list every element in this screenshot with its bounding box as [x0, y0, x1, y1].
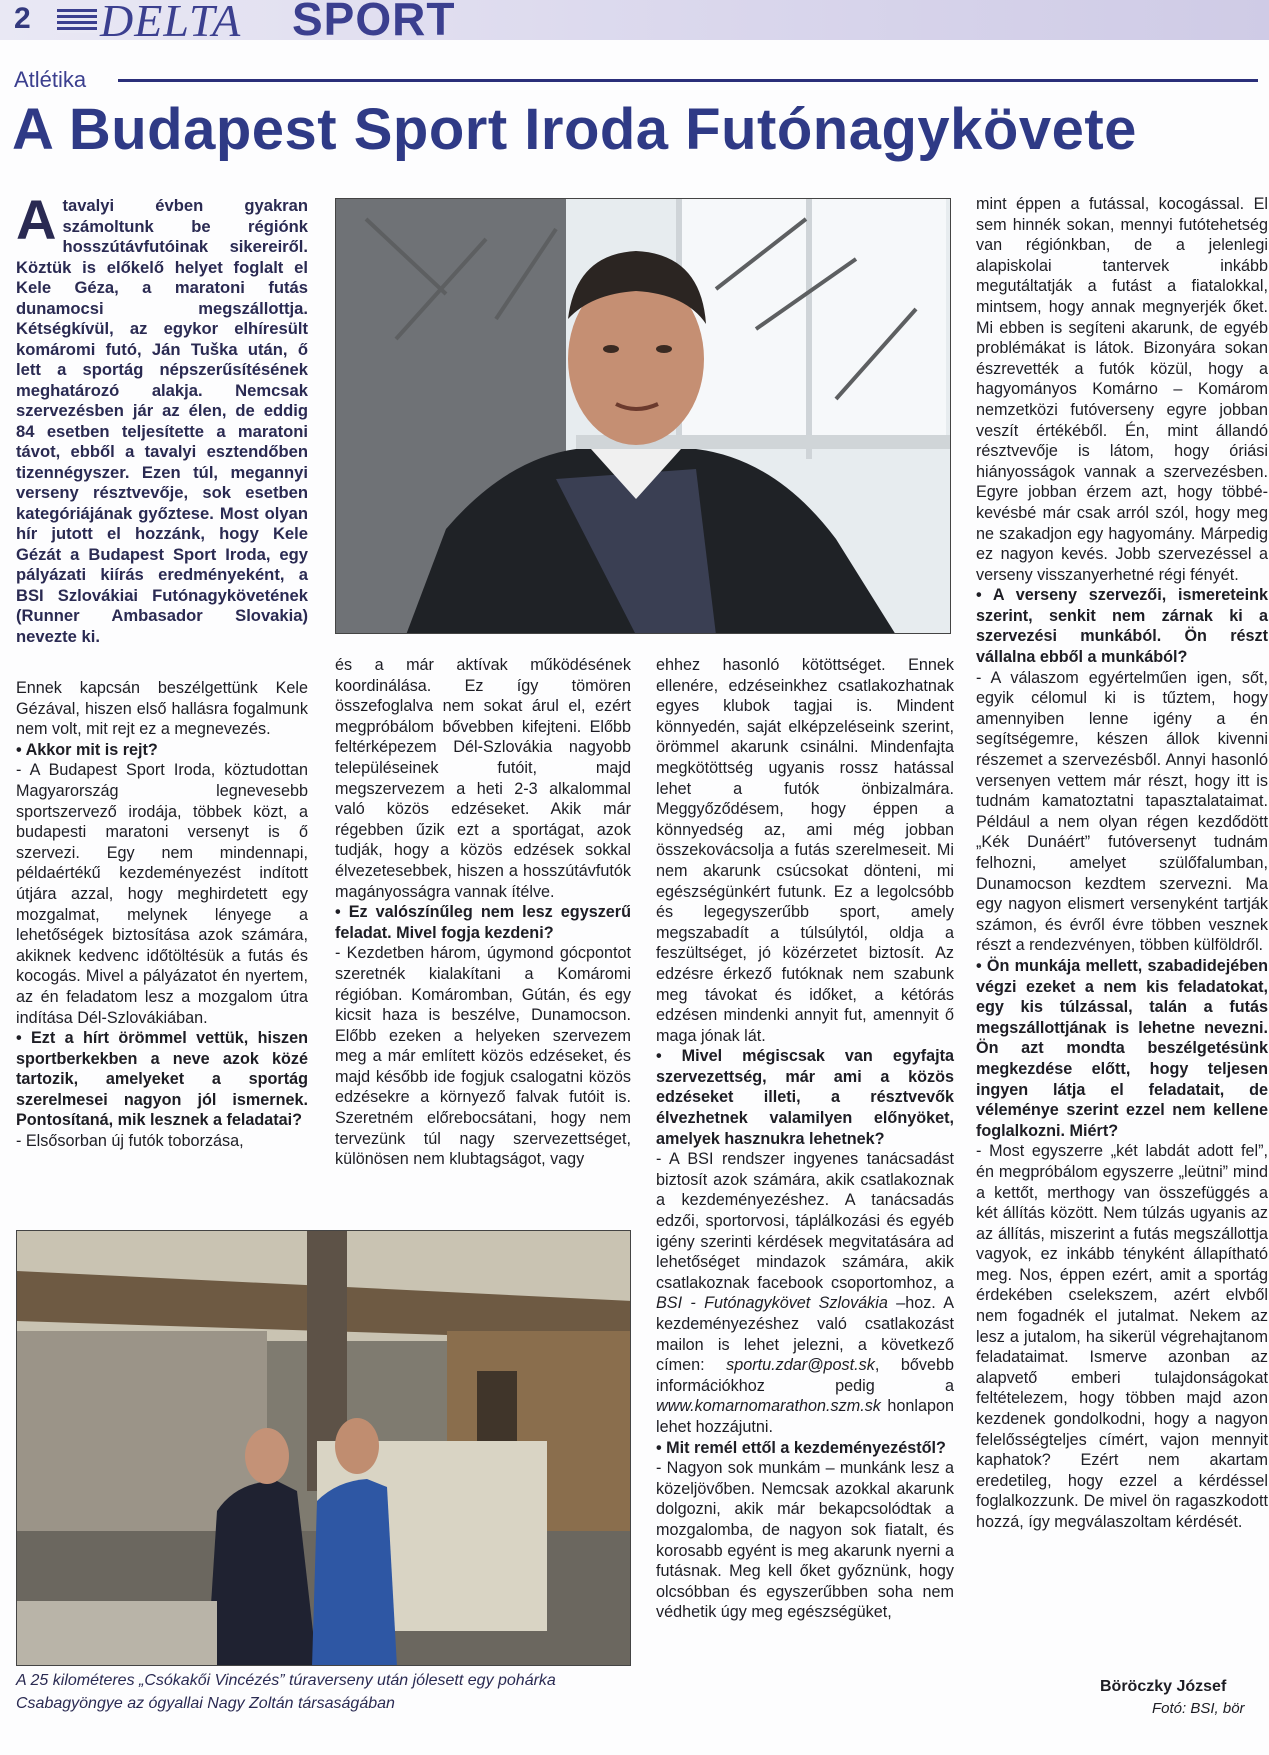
interview-paragraph: - A válaszom egyértelműen igen, sőt, egyik célomul ki is tűztem, hogy amennyiben lenne igény a én segítségemre, készen állok kivenni részemet a szervezésből. Annyi hasonló versenyen vettem már részt, hogy itt is tudnám kamatoztatni tapasztalataimat. Például a nem olyan régen kezdődött „Kék Dunáért” futóversenyt tudnám felhozni, amelyet szülőfalumban, Dunamocson kezdtem szervezni. Ma egy nagyon elismert versenyként tartják számon, és évről évre többen vesznek részt a rendezvényen, többen külföldről. — [976, 668, 1268, 955]
interview-question: • Ez valószínűleg nem lesz egyszerű feladat. Mivel fogja kezdeni? — [335, 903, 631, 942]
section-rule — [118, 79, 1258, 82]
interview-paragraph: - Most egyszerre „két labdát adott fel”, én megpróbálom egyszerre „leütni” mind a kettőt, merthogy van összefüggés a két állítás között. Nem túlzás ugyanis az az állítás, miszerint a futás megszállottja vagyok, ez inkább tényként állapítható meg. Nos, éppen ezért, amit a sportág érdekében cselekszem, azért elvből nem fogadnék el jutalmat. Nekem az lesz a jutalom, ha sikerül végrehajtanom feladataimat. Ismerve azonban az alapvető emberi tulajdonságokat feltételezem, hogy többen majd azon kezdenek gondolkodni, hogy a nagyon felelősségteljes címért, vajon mennyit kaphatok? Ezért nem akartam eredetileg, hogy ezzel a kérdéssel foglalkozzunk. De mivel ön ragaszkodott hozzá, így megválaszoltam kérdését. — [976, 1142, 1268, 1531]
interview-question: • Akkor mit is rejt? — [16, 740, 158, 759]
interview-paragraph: - A Budapest Sport Iroda, köztudottan Magyarország legnevesebb sportszervező irodája, többek közt, a budapesti maratoni versenyt is ő szervezi. Egy nem mindennapi, példaértékű kezdeményezést indított útjára azzal, hogy meghirdetett egy mozgalmat, melynek lényege a lehetőségek biztosítása azok számára, akiknek kedvenc időtöltésük a futás és kocogás. Mivel a pályázatot én nyertem, az én feladatom lesz a mozgalom útra indítása Dél-Szlovákiában. — [16, 761, 308, 1027]
portrait-illustration — [336, 199, 951, 634]
interview-paragraph: - Elsősorban új futók toborzása, — [16, 1132, 244, 1151]
masthead-delta: DELTA — [100, 0, 242, 46]
email-link[interactable]: sportu.zdar@post.sk — [726, 1356, 875, 1375]
website-link[interactable]: www.komarnomarathon.szm.sk — [656, 1397, 881, 1416]
portrait-photo — [335, 198, 951, 634]
lead-drop-cap: A — [16, 188, 57, 251]
interview-paragraph: - Nagyon sok munkám – munkánk lesz a közeljövőben. Nemcsak azokkal akarunk dolgozni, akik már bekapcsolódtak a mozgalomba, de nagyon sok fiatalt, és korosabb egyént is meg akarunk nyerni a futásnak. Meg kell őket győznünk, hogy olcsóbban és egyszerűbben soha nem védhetik úgy meg egészségüket, — [656, 1459, 954, 1622]
photo-caption-line2: Csabagyöngye az ógyallai Nagy Zoltán társaságában — [16, 1695, 395, 1712]
photo-credit: Fotó: BSI, bör — [1152, 1700, 1245, 1717]
inline-text: BSI - Futónagykövet Szlovákia — [656, 1294, 888, 1313]
article-lead — [16, 188, 308, 647]
interview-question: • Mit remél ettől a kezdeményezéstől? — [656, 1438, 946, 1457]
interview-question: • A verseny szervezői, ismereteink szerint, senkit nem zárnak ki a szervezési munkából. Ön részt vállalna ebből a munkából? — [976, 586, 1268, 667]
inline-text: , bővebb információkhoz pedig a — [656, 1356, 955, 1395]
interview-paragraph: Ennek kapcsán beszélgettünk Kele Gézával, hiszen első hallásra fogalmunk nem volt, mit rejt ez a megnevezés. — [16, 679, 308, 739]
group-photo — [16, 1230, 631, 1666]
interview-question: • Ezt a hírt örömmel vettük, hiszen sportberkekben a neve azok közé tartozik, amelyeket a sportág szerelmesei nagyon jól ismernek. Pontosítaná, mik lesznek a feladatai? — [16, 1029, 308, 1130]
group-illustration — [17, 1231, 631, 1666]
interview-paragraph: ehhez hasonló kötöttséget. Ennek ellenére, edzéseinkhez csatlakozhatnak egyes klubok tagjai is. Mindent könnyedén, saját elképzeléseink szerint, örömmel akarunk csinálni. Mindenfajta megkötöttség ugyanis rossz hatással lehet a futók önbizalmára. Meggyőződésem, hogy éppen a könnyedség az, ami még jobban összekovácsolja a futás szerelmeseit. Mi nem akarunk csúcsokat dönteni, mi egészségünkért futunk. Ez a legolcsóbb és legegyszerűbb sport, amely megszabadít a túlsúlytól, oldja a feszültséget, jó közérzetet biztosít. Az edzésre érkező futóknak nem szabunk meg távokat és időket, a kétórás edzésen mindenki annyit fut, amennyit ő maga jónak lát. — [656, 656, 954, 1045]
masthead-sport: SPORT — [292, 0, 456, 45]
inline-text: honlapon lehet hozzájutni. — [656, 1397, 954, 1436]
column-2 — [335, 655, 631, 1170]
interview-question: • Mivel mégiscsak van egyfajta szervezettség, már ami a közös edzéseket illeti, a résztvevők élvezhetnek valamilyen előnyöket, amelyek hasznukra lehetnek? — [656, 1047, 954, 1148]
interview-paragraph: és a már aktívak működésének koordinálása. Ez így tömören összefoglalva nem sokat árul el, ezért megpróbálom bővebben kifejteni. Előbb feltérképezem Dél-Szlovákia nagyobb településeinek futóit, majd megszervezem a heti 2-3 alkalommal való közös edzéseket. Akik már régebben űzik ezt a sportágat, azok tudják, hogy a közös edzések sokkal élvezetesebbek, hiszen a hosszútávfutók magányosságra vannak ítélve. — [335, 656, 631, 901]
article-title: A Budapest Sport Iroda Futónagykövete — [12, 97, 1137, 162]
interview-question: • Ön munkája mellett, szabadidejében végzi ezeket a nem kis feladatokat, egy kis túlzással, talán a futás megszállottjának is lehetne nevezni. Ön azt mondta beszélgetésünk megkezdése előtt, hogy teljesen ingyen látja el feladatait, de véleménye szerint ezzel nem kellene foglalkozni. Miért? — [976, 956, 1268, 1140]
interview-paragraph: mint éppen a futással, kocogással. El sem hinnék sokan, mennyi futótehetség van régiónkban, de a jelenlegi alapiskolai tantervek inkább megutáltatják a futást a fiatalokkal, mintsem, hogy annak megnyerjék őket. Mi ebben is segíteni akarunk, de egyéb problémákat is látok. Bizonyára sokan észrevették a futók közül, hogy a hagyományos Komárno – Komárom nemzetközi futóverseny egyre jobban veszít értékéből. Én, mint állandó résztvevője is látom, hogy óriási hiányosságok vannak a szervezésben. Egyre jobban érzem azt, hogy többé-kevésbé már csak arról szól, hogy meg ne szakadjon egy hagyomány. Márpedig ez nagyon kevés. Jobb szervezéssel a verseny visszanyerhetné régi fényét. — [976, 195, 1268, 584]
interview-paragraph: - A BSI rendszer ingyenes tanácsadást biztosít azok számára, akik csatlakoznak a kezdeményezéshez. A tanácsadás edzői, sportorvosi, táplálkozási és egyéb igény szerinti kérdések megvitatására ad lehetőséget mindazok számára, akik csatlakoznak facebook csoportomhoz, a BSI - Futónagykövet Szlovákia –hoz. A kezdeményezéshez való csatlakozást mailon is lehet jelezni, a következő címen: sportu.zdar@post.sk, bővebb információkhoz pedig a www.komarnomarathon.szm.sk honlapon lehet hozzájutni. — [656, 1150, 955, 1436]
author-name: Böröczky József — [1100, 1678, 1227, 1695]
interview-paragraph: - Kezdetben három, úgymond gócpontot szeretnék kialakítani a Komáromi régióban. Komáromban, Gútán, és egy kicsit haza is beszélve, Dunamocson. Előbb ezeken a helyeken szervezem meg a már említett közös edzéseket, és majd később ide fogjuk csalogatni közös edzésekre a környező falvak futóit is. Szeretném előrebocsátani, hogy nem tervezünk túl nagy szervezettséget, különösen nem klubtagságot, vagy — [335, 944, 631, 1169]
column-1 — [16, 678, 308, 1152]
masthead-logo-icon — [57, 9, 97, 33]
column-4 — [976, 194, 1268, 1533]
page-number: 2 — [14, 2, 31, 35]
photo-caption-line1: A 25 kilométeres „Csókakői Vincézés” túraverseny után jólesett egy pohárka — [16, 1672, 556, 1689]
section-label: Atlétika — [14, 67, 87, 92]
lead-text: tavalyi évben gyakran számoltunk be régiónk hosszútávfutóinak sikereiről. Köztük is előkelő helyet foglalt el Kele Géza, a maratoni futás dunamocsi megszállottja. Kétségkívül, az egykor elhíresült komáromi futó, Ján Tuška után, ő lett a sportág népszerűsítésének meghatározó alakja. Nemcsak szervezésben jár az élen, de eddig 84 esetben teljesítette a maratoni távot, ebből a tavalyi esztendőben tizennégyszer. Ezen túl, megannyi verseny résztvevője, sok esetben kategóriájának győztese. Most olyan hír jutott el hozzánk, hogy Kele Gézát a Budapest Sport Iroda, egy pályázati kiírás eredményeként, a BSI Szlovákiai Futónagykövetének (Runner Ambasador Slovakia) nevezte ki. — [16, 196, 308, 646]
column-3 — [656, 655, 954, 1623]
inline-text: –hoz. A kezdeményezéshez való csatlakozást mailon is lehet jelezni, a következő címen: — [656, 1294, 954, 1375]
